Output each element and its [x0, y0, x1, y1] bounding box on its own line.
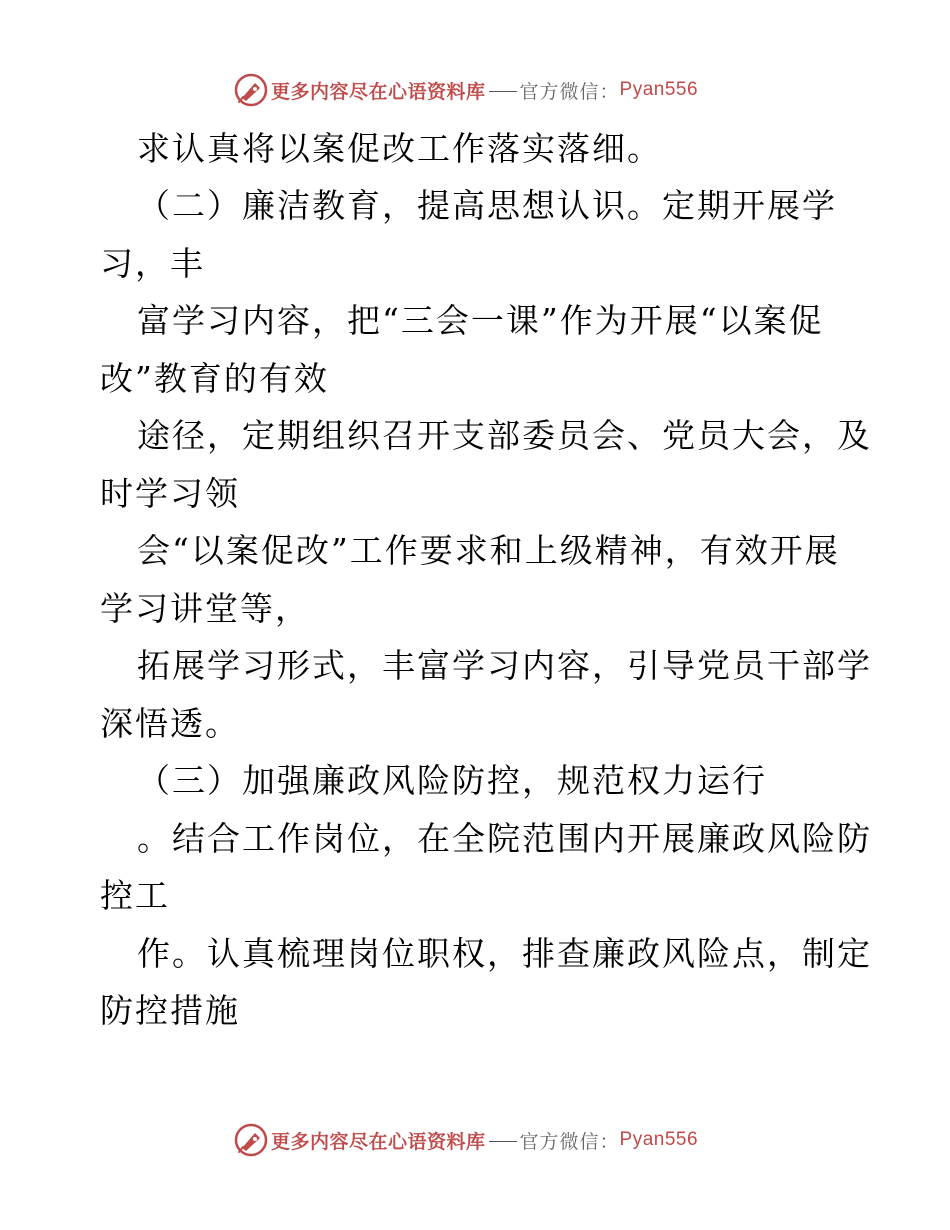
- banner-wechat-label: 官方微信：: [519, 1130, 620, 1153]
- banner-site-text: 更多内容尽在心语资料库: [271, 80, 486, 103]
- banner-wechat-id: Pyan556: [619, 79, 699, 100]
- text-line: 学习讲堂等，: [100, 589, 310, 628]
- text-line: 防控措施: [100, 991, 240, 1030]
- text-line: 作。认真梳理岗位职权，排查廉政风险点，制定: [137, 934, 872, 973]
- banner-dash: [489, 1141, 517, 1142]
- text-line: 会“以案促改”工作要求和上级精神，有效开展: [137, 531, 840, 570]
- text-line: （二）廉洁教育，提高思想认识。定期开展学: [137, 186, 837, 225]
- banner-site-text: 更多内容尽在心语资料库: [271, 1130, 486, 1153]
- text-line: 拓展学习形式，丰富学习内容，引导党员干部学: [137, 646, 872, 685]
- text-line: 深悟透。: [100, 704, 240, 743]
- text-line: 习，丰: [100, 244, 205, 283]
- footer-banner: [233, 1122, 698, 1158]
- text-line: 求认真将以案促改工作落实落细。: [137, 129, 662, 168]
- banner-wechat-label: 官方微信：: [519, 80, 620, 103]
- text-line: 。结合工作岗位，在全院范围内开展廉政风险防: [137, 819, 872, 858]
- text-line: （三）加强廉政风险防控，规范权力运行: [137, 761, 767, 800]
- text-line: 控工: [100, 876, 170, 915]
- banner-wechat-id: Pyan556: [619, 1129, 699, 1150]
- text-line: 途径，定期组织召开支部委员会、党员大会，及: [137, 416, 872, 455]
- text-line: 富学习内容，把“三会一课”作为开展“以案促: [137, 301, 824, 340]
- text-line: 改”教育的有效: [100, 359, 329, 398]
- text-line: 时学习领: [100, 474, 240, 513]
- pen-nib-logo-icon: [233, 1122, 269, 1158]
